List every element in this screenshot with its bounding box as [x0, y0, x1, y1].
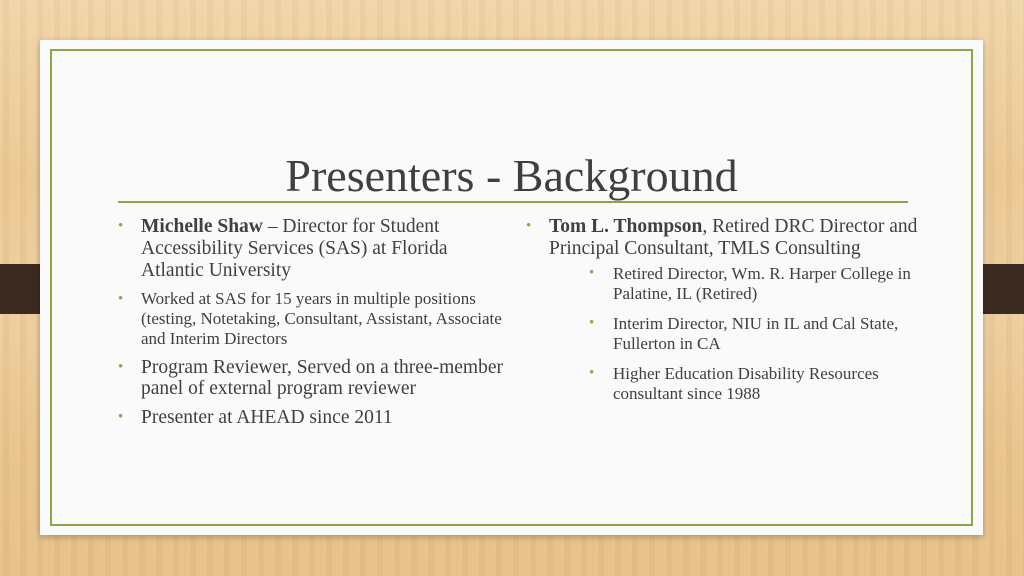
list-item [117, 289, 512, 349]
bullet-dot-icon: • [589, 315, 595, 331]
sub-list-item-text: Retired Director, Wm. R. Harper College in Palatine, IL (Retired) [613, 264, 911, 303]
left-column [117, 216, 512, 436]
sub-list-item [589, 364, 925, 404]
list-item-text: Worked at SAS for 15 years in multiple positions (testing, Notetaking, Consultant, Assistant, Associate and Interim Directors [141, 289, 502, 348]
bullet-dot-icon: • [589, 365, 595, 381]
presenter-title: – Director for Student Accessibility Services (SAS) at Florida Atlantic University [141, 216, 448, 281]
bullet-dot-icon: • [526, 218, 532, 234]
sub-list-item-text: Interim Director, NIU in IL and Cal State, Fullerton in CA [613, 314, 899, 353]
bullet-dot-icon: • [118, 218, 124, 234]
list-item-text: Presenter at AHEAD since 2011 [141, 407, 393, 428]
right-bullet-list [525, 216, 925, 404]
left-bullet-list [117, 216, 512, 429]
sub-list-item [589, 264, 925, 304]
list-item [117, 216, 512, 282]
title-divider [118, 201, 908, 203]
slide-title: Presenters - Background [285, 150, 738, 201]
slide [40, 40, 983, 535]
right-column [525, 216, 925, 414]
list-item-text: Program Reviewer, Served on a three-member panel of external program reviewer [141, 357, 503, 399]
list-item [117, 407, 512, 429]
sub-list-item [589, 314, 925, 354]
bullet-dot-icon: • [118, 409, 124, 425]
sub-bullet-list [549, 264, 925, 404]
bullet-dot-icon: • [118, 291, 124, 307]
sub-list-item-text: Higher Education Disability Resources consultant since 1988 [613, 364, 879, 403]
bullet-dot-icon: • [118, 359, 124, 375]
bullet-dot-icon: • [589, 265, 595, 281]
presenter-name: Tom L. Thompson [549, 216, 703, 237]
list-item [525, 216, 925, 404]
list-item [117, 357, 512, 399]
presenter-name: Michelle Shaw [141, 216, 263, 237]
presenter-title: , Retired DRC Director and Principal Consultant, TMLS Consulting [549, 216, 918, 259]
